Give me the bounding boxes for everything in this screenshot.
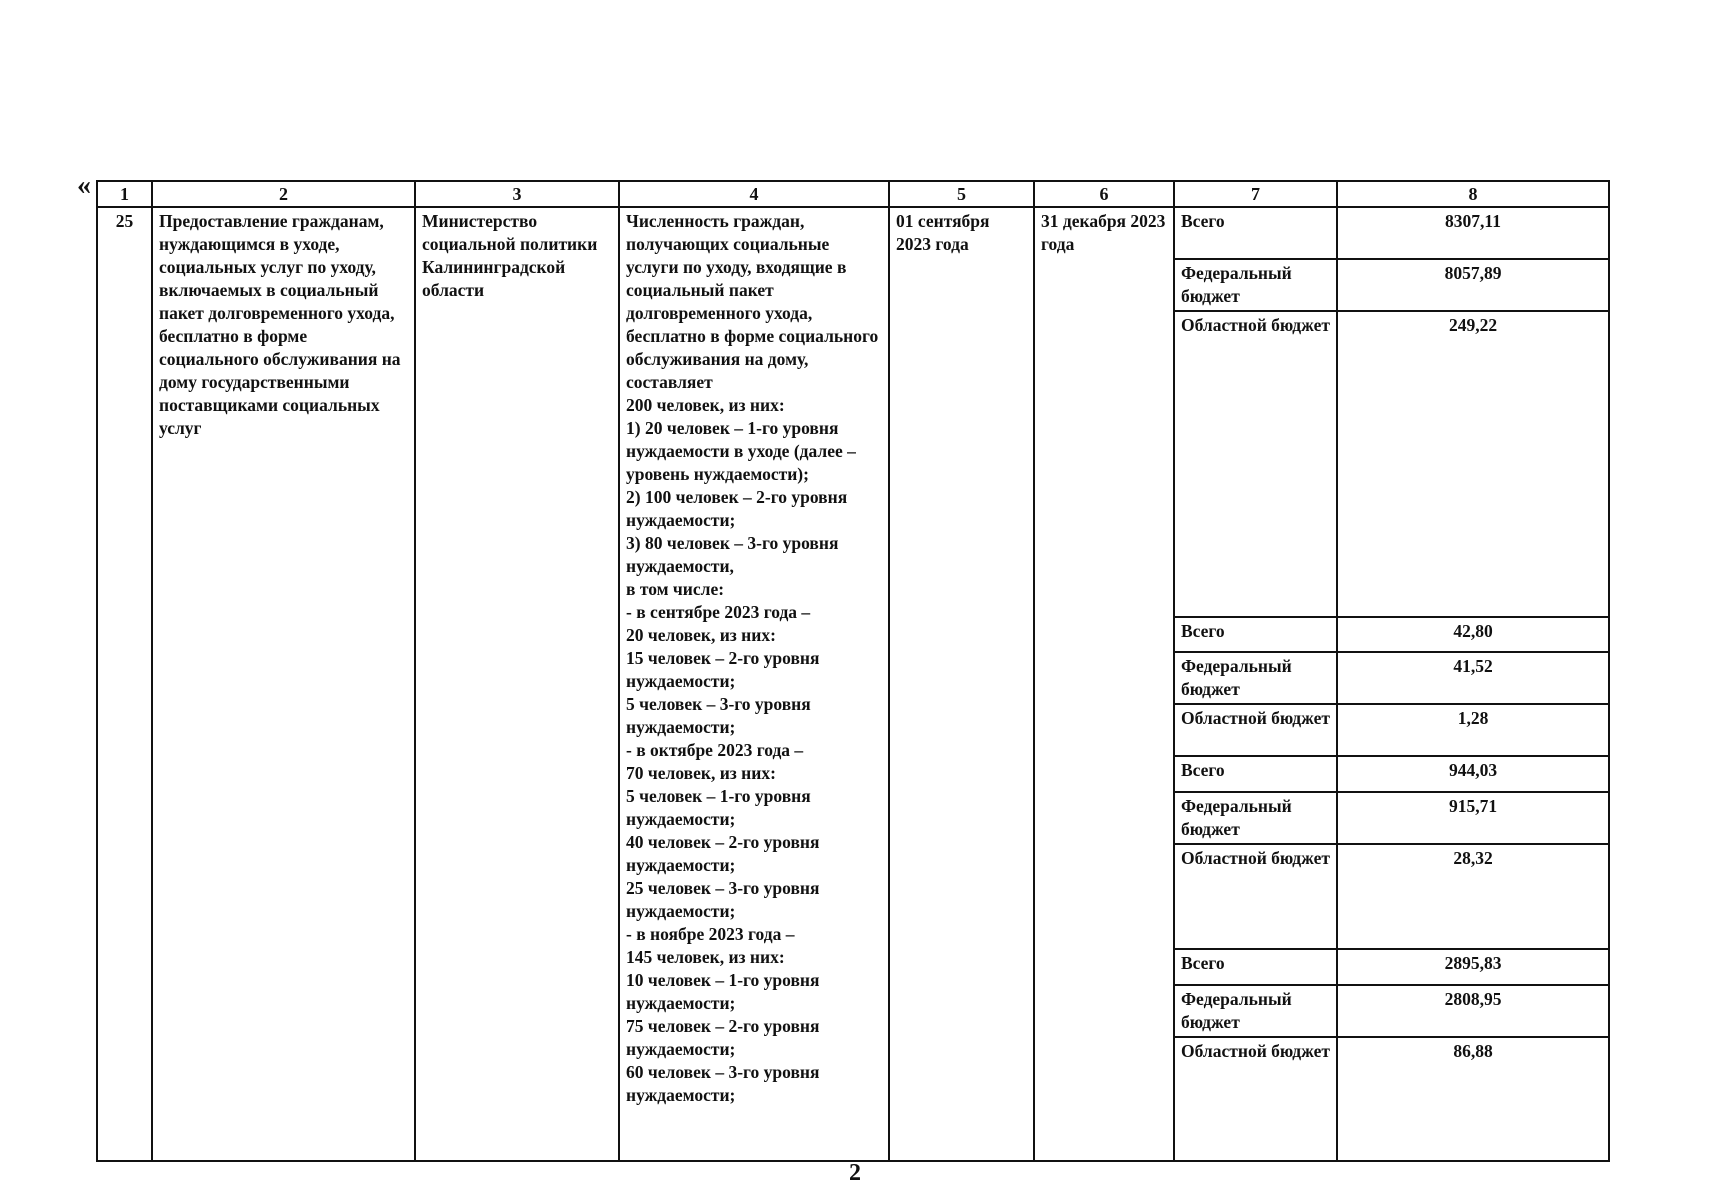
column-header-5: 5 (889, 181, 1034, 207)
finance-source-cell: Областной бюджет (1174, 704, 1337, 756)
finance-amount-cell: 41,52 (1337, 652, 1609, 704)
table-row (97, 207, 1609, 259)
finance-source-cell: Федеральный бюджет (1174, 652, 1337, 704)
finance-amount-cell: 8057,89 (1337, 259, 1609, 311)
finance-amount-cell: 249,22 (1337, 311, 1609, 617)
activities-table (96, 180, 1610, 1162)
finance-amount-cell: 915,71 (1337, 792, 1609, 844)
finance-amount-cell: 42,80 (1337, 617, 1609, 652)
finance-source-cell: Федеральный бюджет (1174, 985, 1337, 1037)
finance-amount-cell: 944,03 (1337, 756, 1609, 792)
finance-amount-cell: 1,28 (1337, 704, 1609, 756)
column-header-6: 6 (1034, 181, 1174, 207)
finance-amount-cell: 2808,95 (1337, 985, 1609, 1037)
finance-source-cell: Областной бюджет (1174, 311, 1337, 617)
column-header-3: 3 (415, 181, 619, 207)
finance-source-cell: Областной бюджет (1174, 1037, 1337, 1161)
executor-cell: Министерство социальной политики Калининградской области (415, 207, 619, 1161)
finance-source-cell: Федеральный бюджет (1174, 259, 1337, 311)
opening-quote-mark: « (77, 170, 91, 201)
indicator-cell: Численность граждан, получающих социальные услуги по уходу, входящие в социальный пакет долговременного ухода, бесплатно в форме социального обслуживания на дому, составляет 200 человек, из них: 1) 20 человек – 1-го уровня нуждаемости в уходе (далее – уровень нуждаемости); 2) 100 человек – 2-го уровня нуждаемости; 3) 80 человек – 3-го уровня нуждаемости, в том числе: - в сентябре 2023 года – 20 человек, из них: 15 человек – 2-го уровня нуждаемости; 5 человек – 3-го уровня нуждаемости; - в октябре 2023 года – 70 человек, из них: 5 человек – 1-го уровня нуждаемости; 40 человек – 2-го уровня нуждаемости; 25 человек – 3-го уровня нуждаемости; - в ноябре 2023 года – 145 человек, из них: 10 человек – 1-го уровня нуждаемости; 75 человек – 2-го уровня нуждаемости; 60 человек – 3-го уровня нуждаемости; (619, 207, 889, 1161)
row-number-cell: 25 (97, 207, 152, 1161)
column-header-7: 7 (1174, 181, 1337, 207)
column-header-2: 2 (152, 181, 415, 207)
finance-source-cell: Всего (1174, 756, 1337, 792)
column-header-1: 1 (97, 181, 152, 207)
start-date-cell: 01 сентября 2023 года (889, 207, 1034, 1161)
finance-amount-cell: 28,32 (1337, 844, 1609, 949)
column-header-8: 8 (1337, 181, 1609, 207)
finance-source-cell: Всего (1174, 949, 1337, 985)
finance-amount-cell: 2895,83 (1337, 949, 1609, 985)
finance-source-cell: Федеральный бюджет (1174, 792, 1337, 844)
page-number: 2 (849, 1160, 861, 1186)
finance-amount-cell: 86,88 (1337, 1037, 1609, 1161)
end-date-cell: 31 декабря 2023 года (1034, 207, 1174, 1161)
column-number-row (97, 181, 1609, 207)
finance-source-cell: Областной бюджет (1174, 844, 1337, 949)
finance-amount-cell: 8307,11 (1337, 207, 1609, 259)
finance-source-cell: Всего (1174, 207, 1337, 259)
activity-name-cell: Предоставление гражданам, нуждающимся в уходе, социальных услуг по уходу, включаемых в социальный пакет долговременного ухода, бесплатно в форме социального обслуживания на дому государственными поставщиками социальных услуг (152, 207, 415, 1161)
finance-source-cell: Всего (1174, 617, 1337, 652)
column-header-4: 4 (619, 181, 889, 207)
